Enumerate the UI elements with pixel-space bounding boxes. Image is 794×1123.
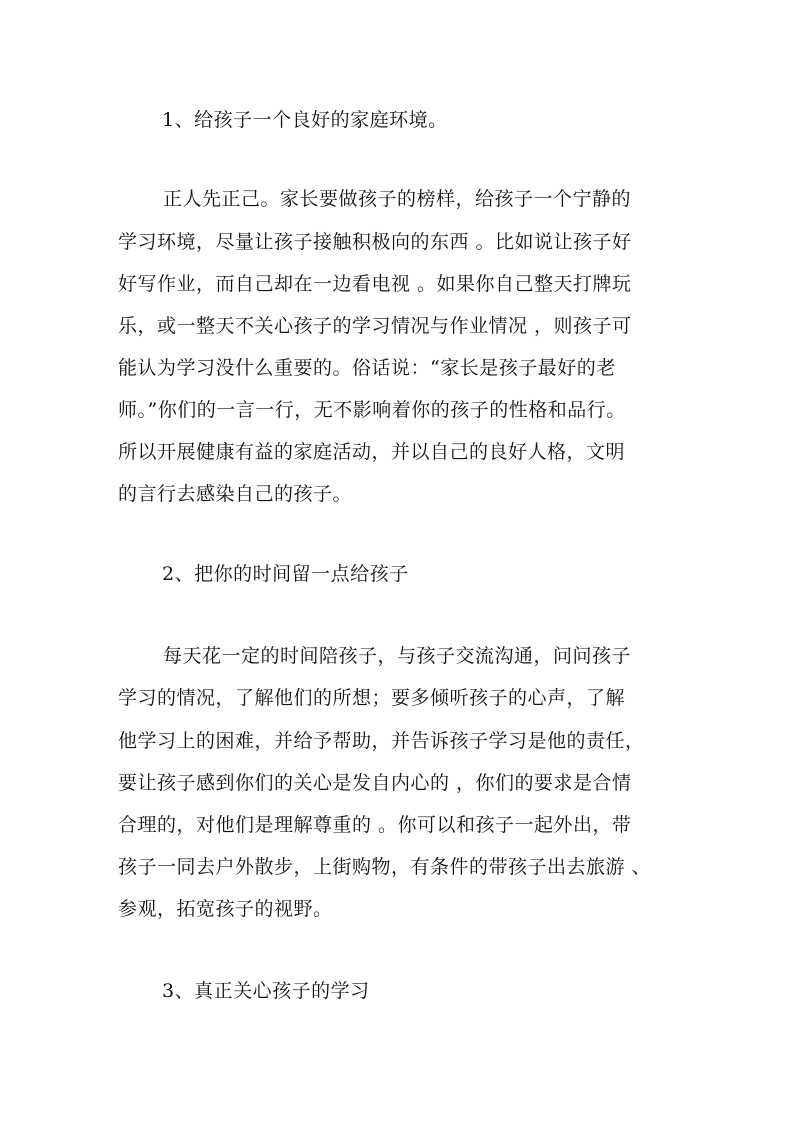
paragraph-line: 正人先正己。家长要做孩子的榜样，给孩子一个宁静的 [163, 188, 632, 210]
section-heading-1: 1、给孩子一个良好的家庭环境。 [162, 109, 448, 131]
paragraph-line: 乐，或一整天不关心孩子的学习情况与作业情况 ，则孩子可 [118, 315, 632, 337]
paragraph-line: 能认为学习没什么重要的。俗话说：“家长是孩子最好的老 [118, 357, 616, 379]
paragraph-line: 要让孩子感到你们的关心是发自内心的 ，你们的要求是合情 [118, 772, 632, 794]
paragraph-line: 孩子一同去户外散步，上街购物，有条件的带孩子出去旅游 、 [118, 856, 652, 878]
paragraph-line: 的言行去感染自己的孩子。 [118, 483, 353, 505]
section-heading-3: 3、真正关心孩子的学习 [162, 980, 370, 1002]
paragraph-line: 参观，拓宽孩子的视野。 [118, 898, 333, 920]
paragraph-line: 学习环境，尽量让孩子接触积极向的东西 。比如说让孩子好 [118, 231, 632, 253]
section-heading-2: 2、把你的时间留一点给孩子 [162, 563, 409, 585]
paragraph-line: 所以开展健康有益的家庭活动，并以自己的良好人格，文明 [118, 441, 626, 463]
paragraph-line: 每天花一定的时间陪孩子，与孩子交流沟通，问问孩子 [163, 645, 632, 667]
paragraph-line: 好写作业，而自己却在一边看电视 。如果你自己整天打牌玩 [118, 273, 632, 295]
paragraph-line: 他学习上的困难，并给予帮助，并告诉孩子学习是他的责任， [118, 730, 645, 752]
paragraph-line: 合理的，对他们是理解尊重的 。你可以和孩子一起外出，带 [118, 814, 632, 836]
paragraph-line: 师。”你们的一言一行，无不影响着你的孩子的性格和品行。 [118, 399, 626, 421]
paragraph-line: 学习的情况，了解他们的所想；要多倾听孩子的心声，了解 [118, 687, 626, 709]
